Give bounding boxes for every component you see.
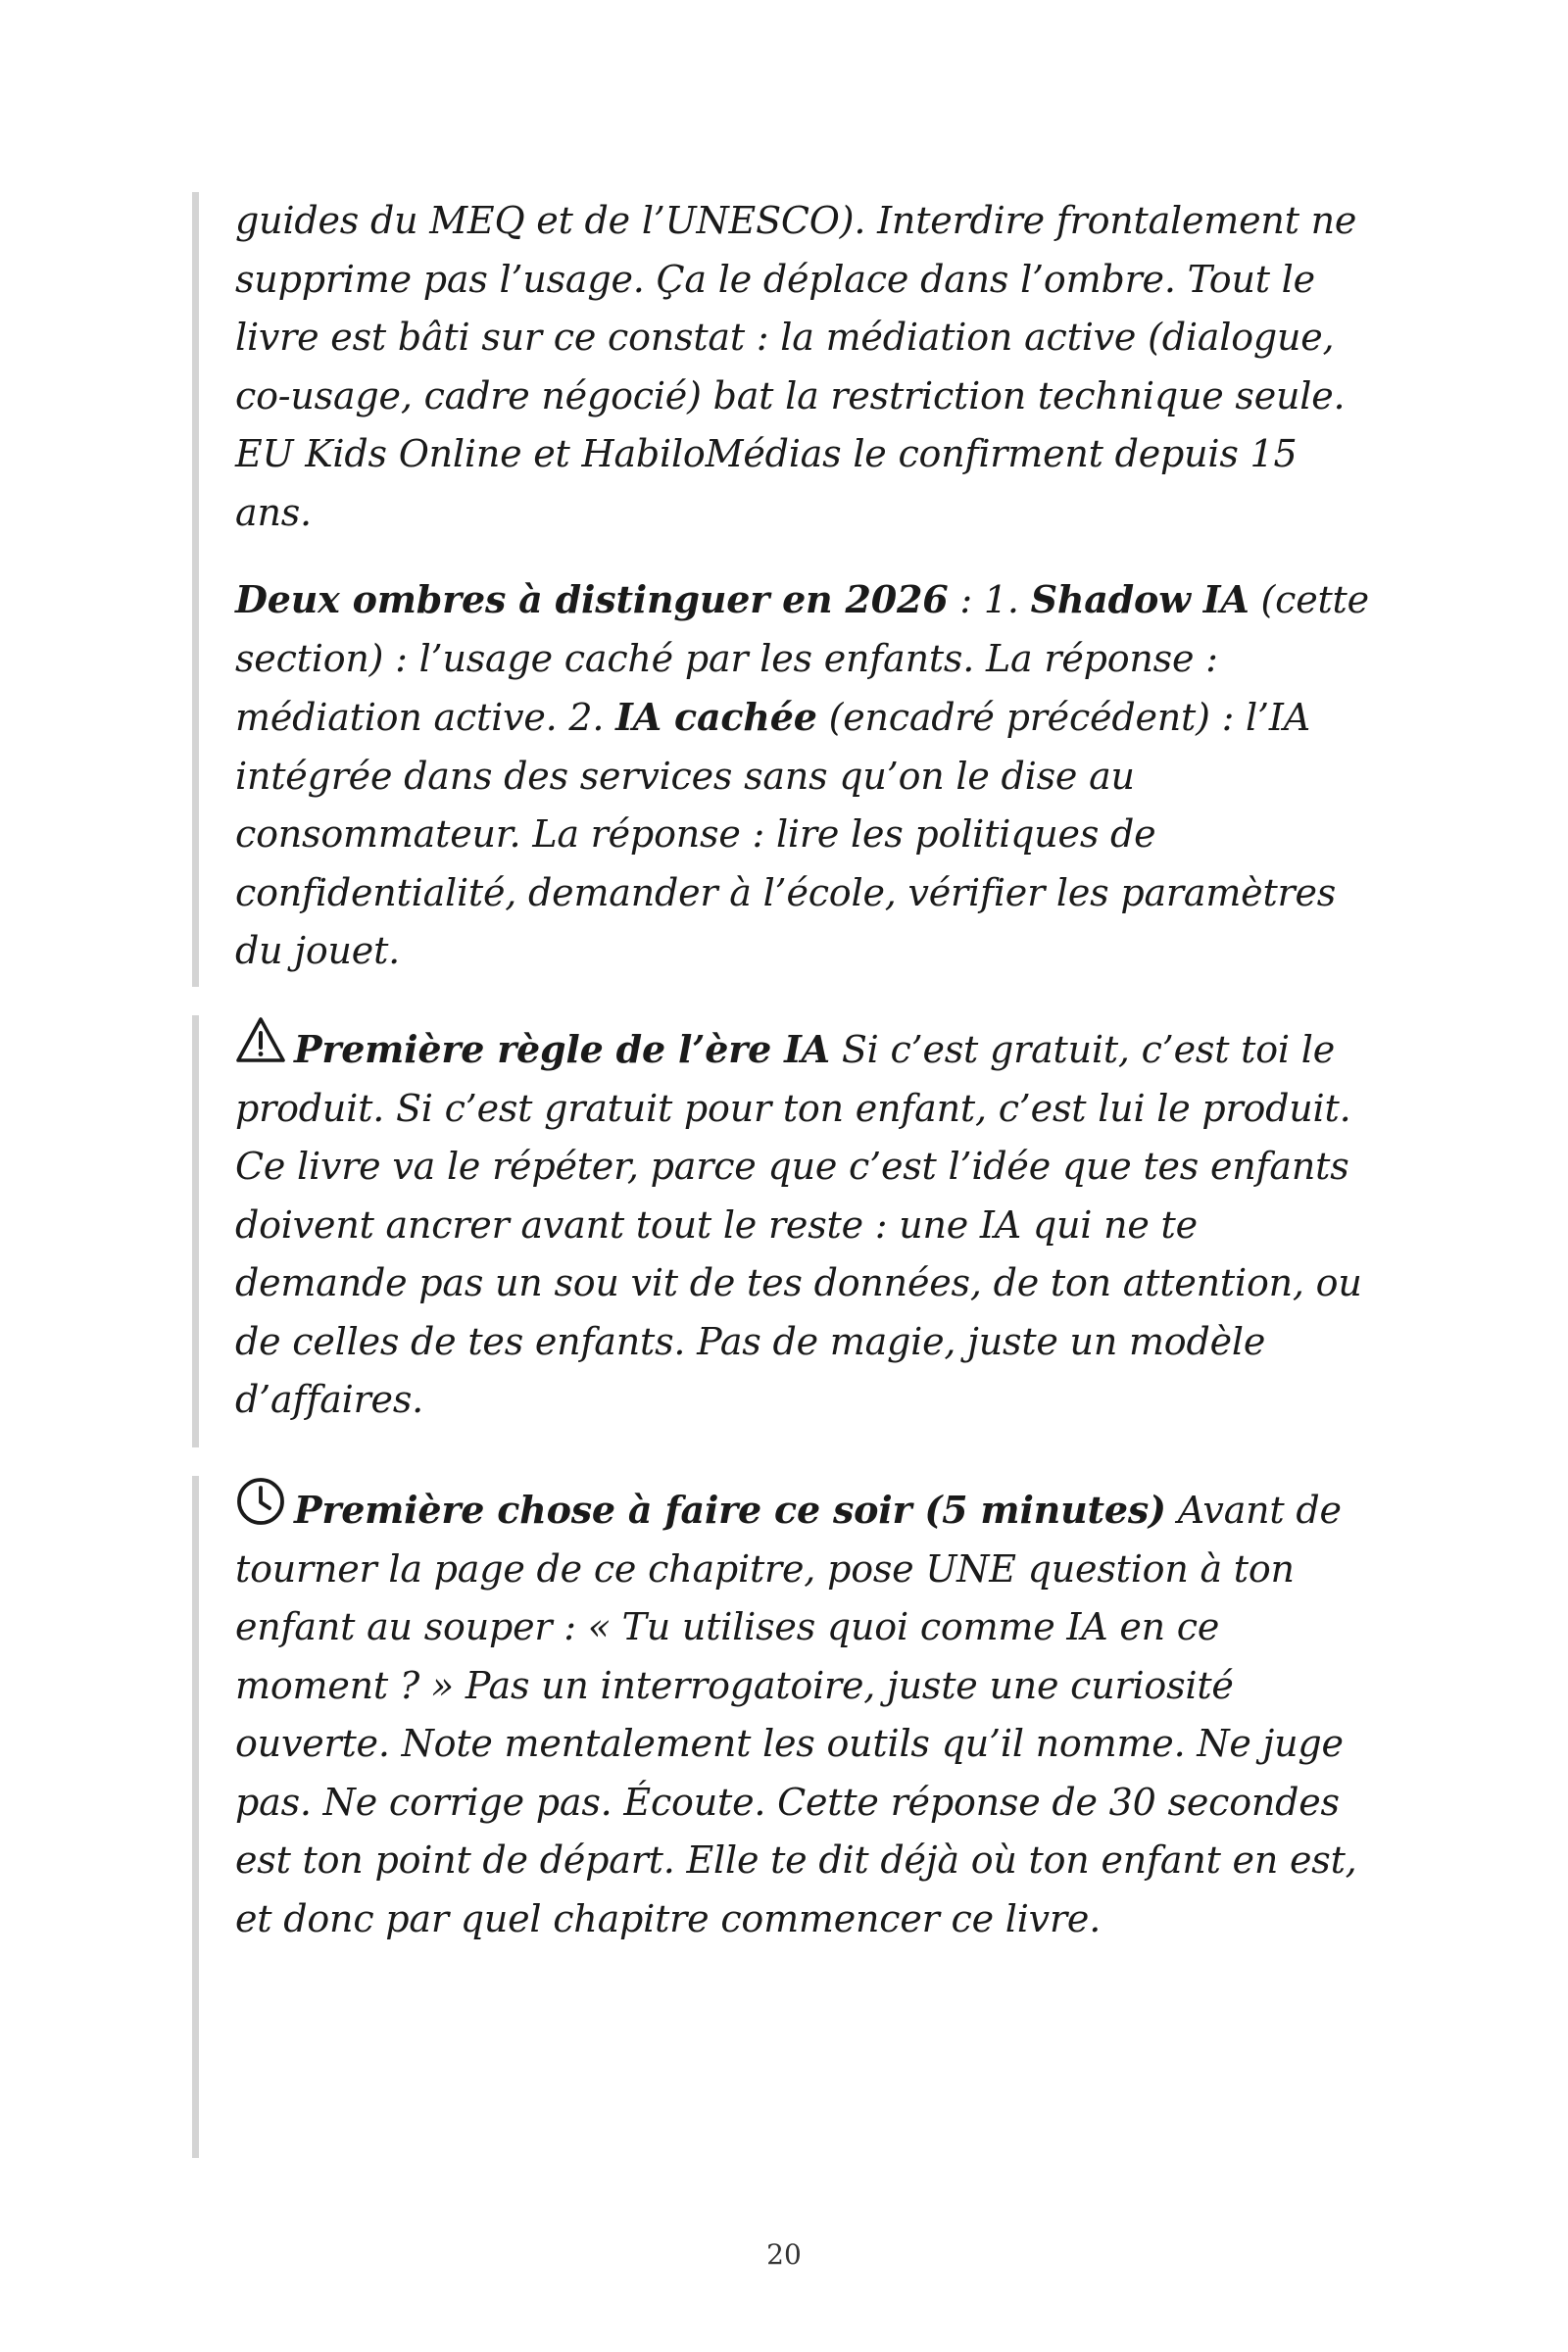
- callout-tonight-text: [235, 1476, 1378, 1948]
- warning-triangle-icon: [235, 1015, 286, 1066]
- callout-first-rule: [192, 1015, 1378, 1447]
- two-shadows-text-2: (cette section) : l’usage caché par les enfants. La réponse : médiation active. 2.: [235, 578, 1369, 739]
- callout-tonight-body: Avant de tourner la page de ce chapitre, pose UNE question à ton enfant au souper : « Tu utilises quoi comme IA en ce moment ? » Pas un interrogatoire, juste une curiosité ouverte. Note mentalement les outils qu’il nomme. Ne juge pas. Ne corrige pas. Écoute. Cette réponse de 30 secondes est ton point de départ. Elle te dit déjà où ton enfant en est, et donc par quel chapitre commencer ce livre.: [235, 1489, 1357, 1940]
- callout-first-rule-body: Si c’est gratuit, c’est toi le produit. Si c’est gratuit pour ton enfant, c’est lui le produit. Ce livre va le répéter, parce que c’est l’idée que tes enfants doivent ancrer avant tout le reste : une IA qui ne te demande pas un sou vit de tes données, de ton attention, ou de celles de tes enfants. Pas de magie, juste un modèle d’affaires.: [235, 1028, 1362, 1421]
- two-shadows-text-1: : 1.: [948, 578, 1031, 621]
- callout-first-rule-title: Première règle de l’ère IA: [294, 1027, 830, 1071]
- text-block-shadow-ai: [192, 192, 1378, 987]
- two-shadows-heading: Deux ombres à distinguer en 2026: [235, 577, 949, 621]
- term-shadow-ia: Shadow IA: [1030, 577, 1250, 621]
- paragraph-two-shadows: [235, 570, 1378, 981]
- paragraph-text: guides du MEQ et de l’UNESCO). Interdire frontalement ne supprime pas l’usage. Ça le déplace dans l’ombre. Tout le livre est bâti sur ce constat : la médiation active (dialogue, co-usage, cadre négocié) bat la restriction technique seule. EU Kids Online et HabiloMédias le confirment depuis 15 ans.: [235, 199, 1357, 534]
- callout-first-rule-text: [235, 1015, 1378, 1430]
- two-shadows-text-3: (encadré précédent) : l’IA intégrée dans des services sans qu’on le dise au consommateur. La réponse : lire les politiques de confidentialité, demander à l’école, vérifier les paramètres du jouet.: [235, 696, 1337, 972]
- callout-tonight-title: Première chose à faire ce soir (5 minutes): [294, 1488, 1166, 1532]
- clock-icon: [235, 1476, 286, 1527]
- paragraph-mediation: [235, 192, 1378, 542]
- term-ia-cachee: IA cachée: [615, 695, 817, 739]
- page-number: 20: [766, 2238, 802, 2271]
- callout-tonight: [192, 1476, 1378, 2158]
